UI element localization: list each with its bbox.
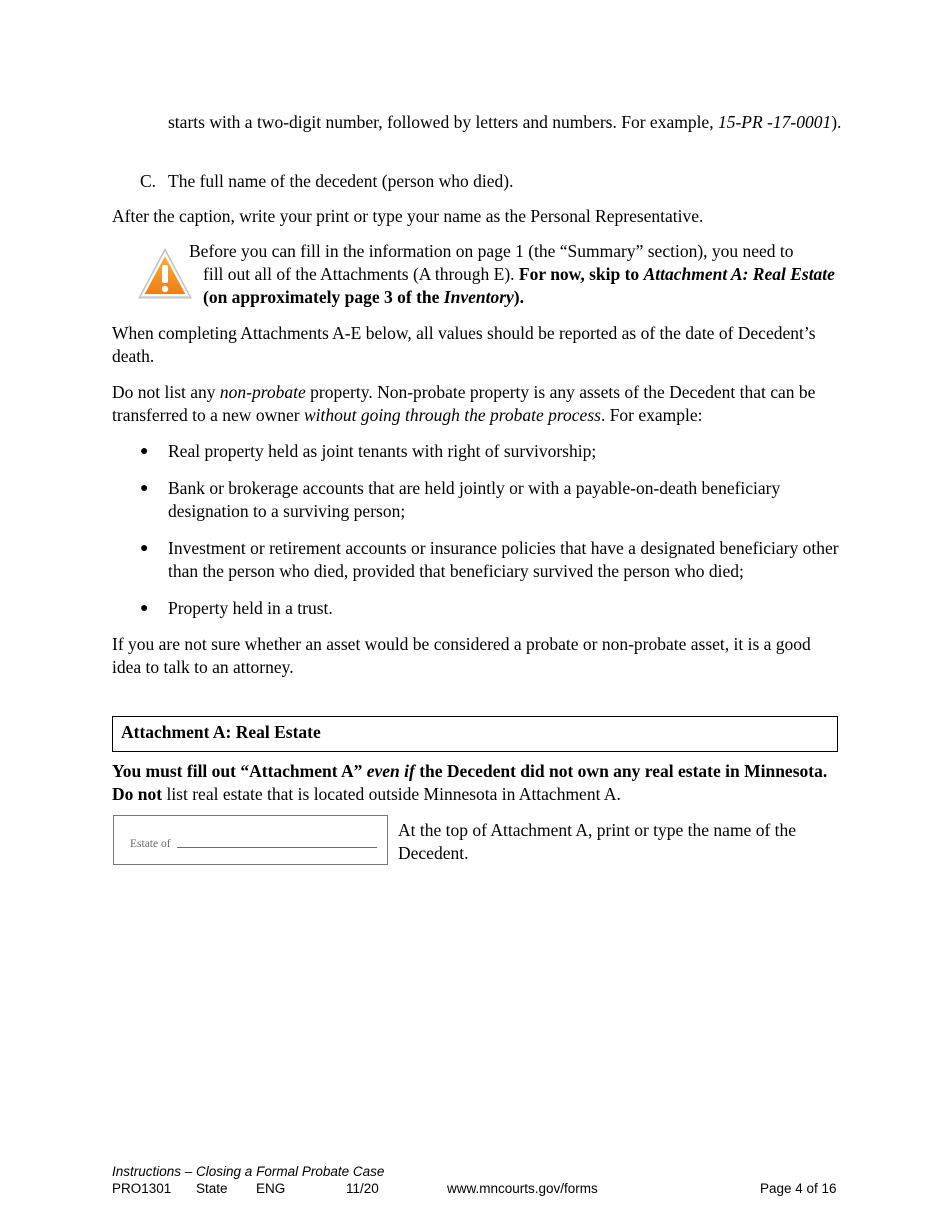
non-probate-paragraph: Do not list any non-probate property. Non-probate property is any assets of the Decedent that can be transferred to a new owner without going through the probate process. For example: <box>112 382 816 425</box>
not-sure-paragraph: If you are not sure whether an asset would be considered a probate or non-probate asset, it is a good idea to talk to an attorney. <box>112 634 811 677</box>
non-probate-examples-list <box>140 440 840 634</box>
continuation-end: ). <box>831 112 842 132</box>
values-date-paragraph: When completing Attachments A-E below, all values should be reported as of the date of Decedent’s death. <box>112 323 816 366</box>
footer-page-number: Page 4 of 16 <box>760 1181 837 1196</box>
list-letter: C. <box>140 171 157 191</box>
warning-triangle-icon <box>136 246 194 302</box>
estate-of-label: Estate of <box>130 838 171 850</box>
continuation-text: starts with a two-digit number, followed by letters and numbers. For example, <box>168 112 718 132</box>
list-item: ● Investment or retirement accounts or insurance policies that have a designated beneficiary other than the person who died, provided that beneficiary survived the person who died; <box>140 538 839 581</box>
estate-of-sample-image <box>113 815 388 865</box>
list-item-continuation <box>168 111 848 134</box>
footer-form-code: PRO1301 <box>112 1181 172 1196</box>
attachment-a-heading: Attachment A: Real Estate <box>112 716 838 752</box>
bullet-icon: ● <box>140 481 149 496</box>
list-item: ● Bank or brokerage accounts that are held jointly or with a payable-on-death beneficiary designation to a surviving person; <box>140 478 781 521</box>
bullet-icon: ● <box>140 601 149 616</box>
estate-name-instruction: At the top of Attachment A, print or type the name of the Decedent. <box>398 820 797 863</box>
must-fill-paragraph: You must fill out “Attachment A” even if the Decedent did not own any real estate in Minnesota. Do not list real estate that is located outside Minnesota in Attachment A. <box>112 761 828 804</box>
footer-state: State <box>196 1181 228 1196</box>
bullet-icon: ● <box>140 541 149 556</box>
list-item: ● Real property held as joint tenants with right of survivorship; <box>140 441 597 461</box>
case-number-example: 15-PR -17-0001 <box>717 112 832 132</box>
footer-url: www.mncourts.gov/forms <box>447 1181 598 1196</box>
after-caption-paragraph: After the caption, write your print or type your name as the Personal Representative. <box>112 206 704 226</box>
list-item-text: The full name of the decedent (person who died). <box>168 171 514 191</box>
warning-line-2: fill out all of the Attachments (A through E). For now, skip to Attachment A: Real Estate (on approximately page 3 of the Inventory). <box>203 264 835 307</box>
estate-of-blank-line <box>177 847 377 848</box>
warning-note <box>189 240 839 309</box>
footer-title: Instructions – Closing a Formal Probate Case <box>112 1164 385 1179</box>
list-item-c <box>140 170 840 193</box>
footer-date: 11/20 <box>346 1181 379 1196</box>
bullet-icon: ● <box>140 444 149 459</box>
footer-language: ENG <box>256 1181 286 1196</box>
list-item: ● Property held in a trust. <box>140 598 333 618</box>
warning-line-1: Before you can fill in the information on page 1 (the “Summary” section), you need to <box>189 241 794 261</box>
